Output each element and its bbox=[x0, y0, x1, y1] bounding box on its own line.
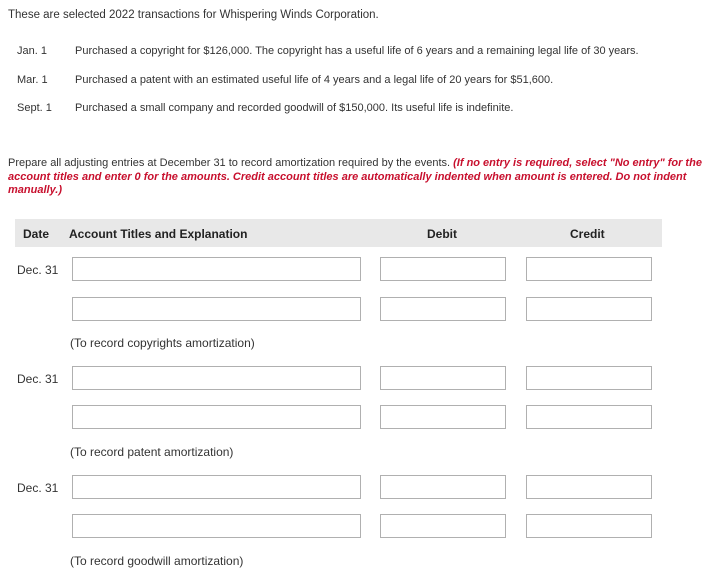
entry-memo: (To record goodwill amortization) bbox=[70, 554, 244, 568]
header-credit: Credit bbox=[570, 227, 605, 241]
credit-input[interactable] bbox=[526, 297, 652, 321]
transaction-description: Purchased a small company and recorded goodwill of $150,000. Its useful life is indefinite. bbox=[75, 102, 514, 114]
transaction-description: Purchased a copyright for $126,000. The copyright has a useful life of 6 years and a remaining legal life of 30 years. bbox=[75, 45, 639, 57]
entry-memo: (To record copyrights amortization) bbox=[70, 336, 255, 350]
credit-input[interactable] bbox=[526, 514, 652, 538]
transaction-item bbox=[17, 45, 639, 57]
entry-date: Dec. 31 bbox=[17, 481, 59, 495]
account-title-input[interactable] bbox=[72, 366, 361, 390]
instructions bbox=[8, 157, 714, 198]
debit-input[interactable] bbox=[380, 475, 506, 499]
entry-date: Dec. 31 bbox=[17, 263, 59, 277]
entry-date: Dec. 31 bbox=[17, 372, 59, 386]
instructions-main: Prepare all adjusting entries at December 31 to record amortization required by the events. bbox=[8, 157, 454, 169]
debit-input[interactable] bbox=[380, 297, 506, 321]
debit-input[interactable] bbox=[380, 514, 506, 538]
account-title-input[interactable] bbox=[72, 297, 361, 321]
account-title-input[interactable] bbox=[72, 405, 361, 429]
journal-header bbox=[15, 219, 662, 247]
transaction-date: Jan. 1 bbox=[17, 45, 47, 57]
credit-input[interactable] bbox=[526, 366, 652, 390]
debit-input[interactable] bbox=[380, 257, 506, 281]
account-title-input[interactable] bbox=[72, 475, 361, 499]
account-title-input[interactable] bbox=[72, 257, 361, 281]
debit-input[interactable] bbox=[380, 366, 506, 390]
transaction-item bbox=[17, 102, 513, 114]
debit-input[interactable] bbox=[380, 405, 506, 429]
transaction-date: Sept. 1 bbox=[17, 102, 52, 114]
account-title-input[interactable] bbox=[72, 514, 361, 538]
credit-input[interactable] bbox=[526, 475, 652, 499]
instructions-note: (If no entry is required, select "No entry" for the account titles and enter 0 for the amounts. Credit account titles are automatically indented when amount is entered. Do not indent manually.) bbox=[8, 157, 702, 196]
transaction-description: Purchased a patent with an estimated useful life of 4 years and a legal life of 20 years for $51,600. bbox=[75, 74, 554, 86]
intro-text: These are selected 2022 transactions for Whispering Winds Corporation. bbox=[8, 9, 379, 21]
transaction-date: Mar. 1 bbox=[17, 74, 48, 86]
header-account: Account Titles and Explanation bbox=[69, 227, 248, 241]
transaction-item bbox=[17, 74, 553, 86]
credit-input[interactable] bbox=[526, 257, 652, 281]
entry-memo: (To record patent amortization) bbox=[70, 445, 234, 459]
header-date: Date bbox=[23, 227, 50, 241]
header-debit: Debit bbox=[427, 227, 457, 241]
credit-input[interactable] bbox=[526, 405, 652, 429]
